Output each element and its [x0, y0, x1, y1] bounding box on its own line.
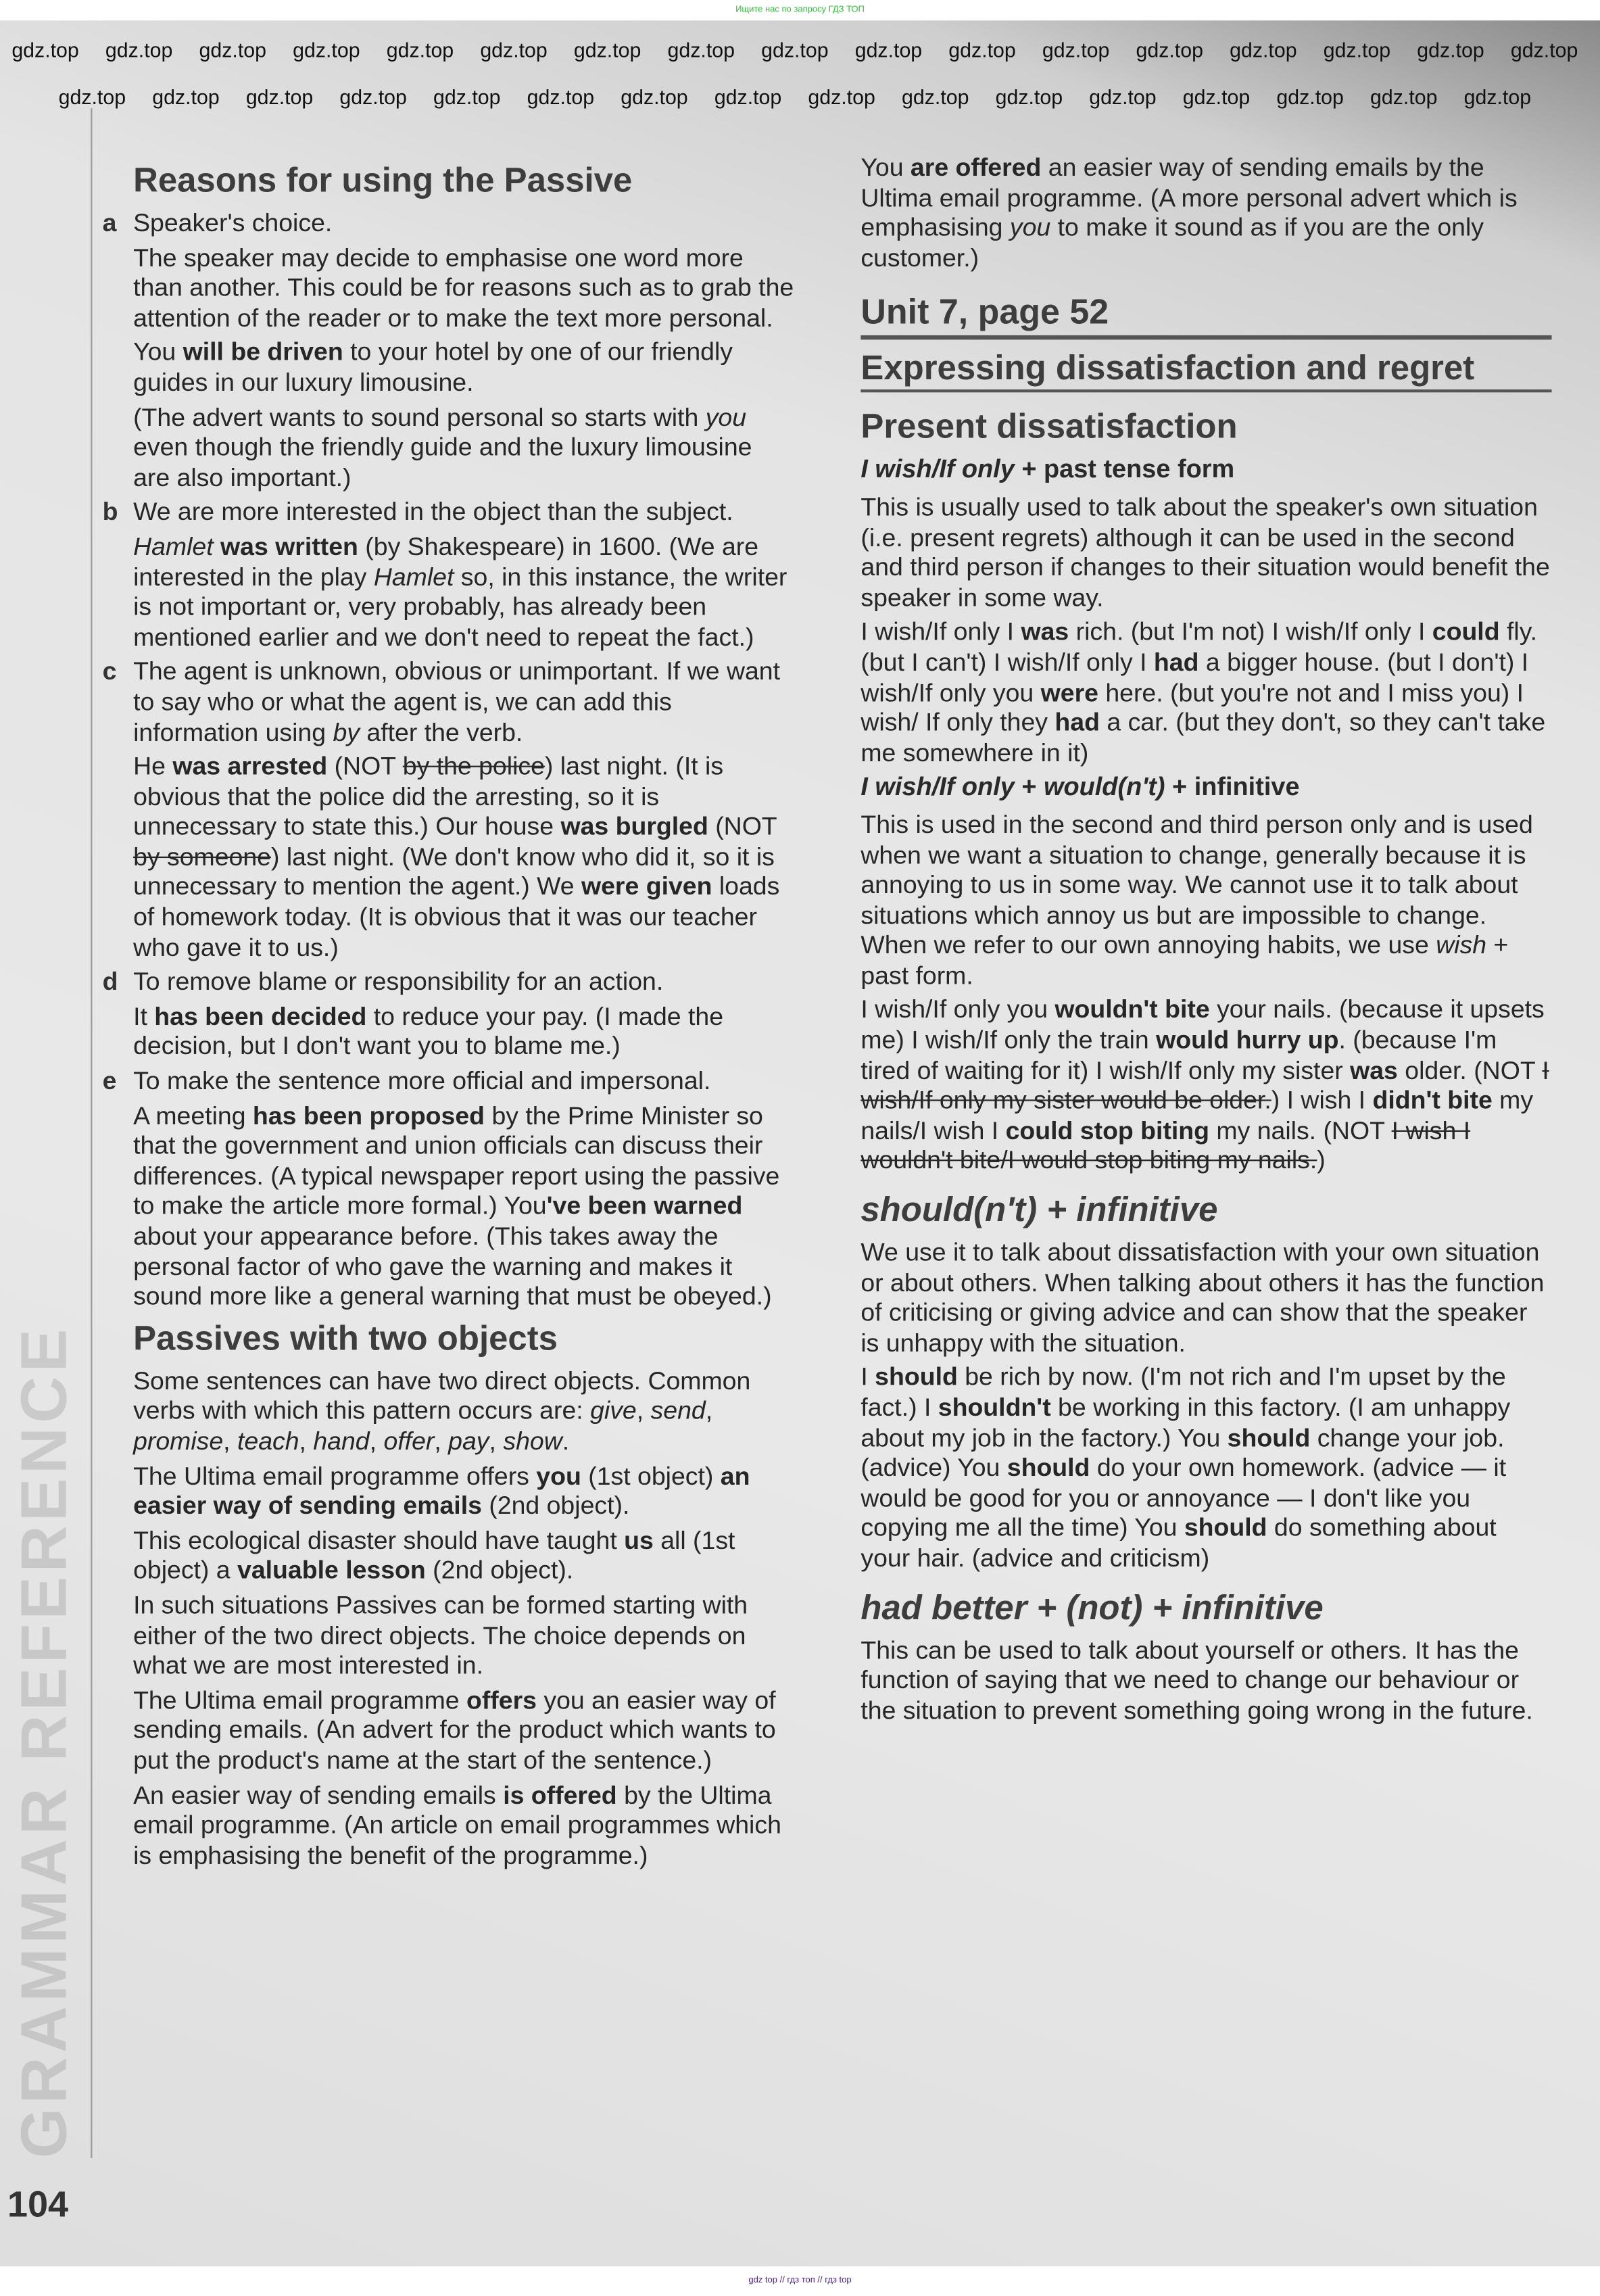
emphasis-text: was	[1021, 617, 1069, 646]
text-run: do your own homework. (advice — it would be good for you or annoyance — I don't like you copying me all the time) You	[860, 1452, 1507, 1543]
text-run: .	[562, 1426, 570, 1456]
paragraph	[102, 656, 795, 747]
text-run: your nails. (because it upsets me) I wish/If only the train	[860, 995, 1545, 1055]
paragraph	[133, 1779, 795, 1870]
emphasis-text: you	[1009, 212, 1051, 242]
emphasis-text: would(n't)	[1044, 771, 1165, 802]
watermark: gdz.top	[11, 38, 79, 62]
watermark: gdz.top	[339, 85, 407, 109]
text-run: An easier way of sending emails	[133, 1779, 504, 1809]
text-run: I wish/If only I	[860, 617, 1021, 646]
emphasis-text: was	[1350, 1055, 1398, 1084]
paragraph	[860, 809, 1551, 990]
emphasis-text: should	[875, 1362, 958, 1392]
watermark: gdz.top	[1136, 38, 1203, 62]
section-heading	[860, 408, 1551, 446]
emphasis-text: I wish/If only	[860, 771, 1015, 802]
text-run: + past tense form	[1014, 454, 1235, 484]
paragraph	[133, 531, 795, 652]
watermark: gdz.top	[902, 85, 969, 109]
text-run: The agent is unknown, obvious or unimportant. If we want to say who or what the agent is, we can add this information using	[133, 656, 781, 746]
left-column	[102, 153, 795, 1874]
emphasis-text: had	[1054, 707, 1100, 737]
text-run: even though the friendly guide and the luxury limousine are also important.)	[133, 432, 752, 492]
text-run: by the Prime Minister so that the government and union officials can discuss their differences. (A typical newspaper report using the passive to make the article more formal.) You	[133, 1100, 780, 1220]
emphasis-text: will be driven	[183, 337, 343, 367]
watermark: gdz.top	[667, 38, 735, 62]
watermark: gdz.top	[1089, 85, 1157, 109]
struck-text: by the police	[402, 751, 545, 781]
watermark: gdz.top	[245, 85, 314, 109]
right-column	[860, 152, 1551, 1729]
text-run: Speaker's choice.	[133, 208, 333, 237]
side-section-label: GRAMMAR REFERENCE	[8, 1324, 81, 2159]
watermark: gdz.top	[1370, 85, 1438, 109]
watermark: gdz.top	[1463, 85, 1532, 109]
emphasis-text: was written	[220, 531, 358, 561]
emphasis-text: teach	[237, 1426, 299, 1456]
text-run: ,	[489, 1426, 504, 1456]
text-run: so, in this instance, the writer is not important or, very probably, has already been mentioned earlier and we don't need to repeat the fact.)	[133, 561, 787, 652]
text-run: This is usually used to talk about the speaker's own situation (i.e. present regrets) although it can be used in the second and third person if changes to their situation would benefit the speaker in some way.	[860, 492, 1550, 612]
watermark: gdz.top	[995, 85, 1063, 109]
text-run: be working in this factory. (I am unhappy about my job in the factory.) You	[860, 1392, 1511, 1452]
emphasis-text: should	[1007, 1452, 1090, 1482]
section-heading	[860, 293, 1551, 340]
section-heading	[860, 349, 1551, 393]
section-heading	[860, 1191, 1551, 1230]
watermark: gdz.top	[948, 38, 1016, 62]
emphasis-text: could	[1432, 617, 1500, 646]
watermark: gdz.top	[714, 85, 782, 109]
text-run: (2nd object).	[425, 1555, 574, 1585]
watermark: gdz.top	[152, 85, 220, 109]
watermark: gdz.top	[293, 38, 360, 62]
paragraph	[133, 402, 795, 493]
text-run: ,	[434, 1426, 449, 1456]
watermark: gdz.top	[527, 85, 595, 109]
text-run: (1st object)	[581, 1460, 721, 1490]
paragraph	[133, 1001, 795, 1061]
emphasis-text: shouldn't	[938, 1392, 1051, 1422]
text-run: ) last night. (We don't know who did it, so it is unnecessary to mention the agent.) We	[133, 841, 775, 901]
emphasis-text: are offered	[910, 152, 1042, 182]
text-run: The speaker may decide to emphasise one word more than another. This could be for reasons such as to grab the attention of the reader or to make the text more personal.	[133, 242, 794, 333]
emphasis-text: an easier way of sending emails	[133, 1460, 750, 1521]
emphasis-text: valuable lesson	[237, 1555, 426, 1585]
emphasis-text: has been proposed	[252, 1100, 485, 1130]
text-run: (The advert wants to sound personal so starts with	[133, 402, 706, 431]
text-run: I	[860, 1362, 875, 1392]
emphasis-text: wish	[1436, 930, 1487, 960]
paragraph	[860, 492, 1551, 613]
watermark: gdz.top	[854, 38, 923, 62]
watermark: gdz.top	[480, 38, 548, 62]
text-run: (NOT	[327, 751, 403, 781]
paragraph	[133, 1590, 795, 1681]
paragraph	[133, 1525, 795, 1585]
text-run: loads of homework today. (It is obvious that it was our teacher who gave it to us.)	[133, 871, 780, 962]
text-run: rich. (but I'm not) I wish/If only I	[1069, 617, 1432, 646]
paragraph	[860, 995, 1551, 1176]
emphasis-text: should	[1184, 1512, 1267, 1543]
paragraph	[102, 496, 795, 527]
emphasis-text: offers	[466, 1684, 537, 1715]
paragraph	[860, 617, 1551, 767]
text-run: had better + (not) + infinitive	[860, 1587, 1324, 1627]
watermark: gdz.top	[621, 85, 688, 109]
watermark: gdz.top	[58, 85, 126, 109]
emphasis-text: has been decided	[154, 1001, 367, 1031]
watermark: gdz.top	[1276, 85, 1344, 109]
top-banner[interactable]: Ищите нас по запросу ГДЗ ТОП	[0, 0, 1600, 20]
emphasis-text: 've been warned	[546, 1191, 743, 1220]
text-run: do something about your hair. (advice and criticism)	[860, 1512, 1497, 1573]
text-run: This ecological disaster should have taught	[133, 1525, 625, 1555]
text-run: ,	[223, 1426, 237, 1456]
text-run: You	[133, 337, 183, 367]
emphasis-text: you	[705, 402, 747, 431]
text-run: It	[133, 1001, 155, 1031]
emphasis-text: had	[1153, 647, 1199, 677]
paragraph	[133, 337, 795, 398]
text-run: be rich by now. (I'm not rich and I'm upset by the fact.) I	[860, 1362, 1506, 1422]
paragraph	[133, 1460, 795, 1521]
text-run: about your appearance before. (This takes away the personal factor of who gave the warning and makes it sound more like a general warning that must be obeyed.)	[133, 1221, 772, 1311]
emphasis-text: by	[333, 717, 360, 746]
text-run: We use it to talk about dissatisfaction with your own situation or about others. When talking about others it has the function of criticising or giving advice and can show that the speaker is unhappy with the situation.	[860, 1237, 1545, 1358]
text-run: I wish/If only you	[860, 995, 1055, 1024]
emphasis-text: didn't bite	[1372, 1085, 1493, 1115]
emphasis-text: was arrested	[172, 751, 328, 781]
text-run: my nails. (NOT	[1209, 1115, 1392, 1145]
emphasis-text: hand	[313, 1426, 370, 1456]
emphasis-text: pay	[448, 1426, 489, 1456]
text-run: . (because I'm tired of waiting for it) I wish/If only my sister	[860, 1025, 1497, 1084]
text-run: an easier way of sending emails by the Ultima email programme. (A more personal advert which is emphasising	[860, 152, 1518, 242]
emphasis-text: offer	[383, 1426, 435, 1456]
emphasis-text: were given	[581, 871, 712, 901]
text-run: ,	[369, 1426, 384, 1456]
text-run: Reasons for using the Passive	[133, 161, 633, 199]
struck-text: I wish I wouldn't bite/I would stop biting my nails.	[860, 1115, 1471, 1175]
text-run: Unit 7, page 52	[860, 293, 1109, 333]
emphasis-text: wouldn't bite	[1054, 995, 1210, 1024]
watermark: gdz.top	[386, 38, 454, 62]
emphasis-text: give	[590, 1395, 637, 1425]
emphasis-text: Hamlet	[373, 561, 454, 591]
section-heading	[860, 1588, 1551, 1627]
item-label: d	[102, 966, 118, 997]
item-label: a	[102, 208, 117, 237]
emphasis-text: I wish/If only	[860, 454, 1015, 484]
section-heading	[133, 1319, 795, 1357]
watermark: gdz.top	[1323, 38, 1391, 62]
text-run: should(n't) + infinitive	[860, 1190, 1218, 1229]
watermark: gdz.top	[1042, 38, 1110, 62]
text-run: to reduce your pay. (I made the decision, but I don't want you to blame me.)	[133, 1001, 724, 1061]
emphasis-text: were	[1040, 677, 1098, 707]
text-run: To remove blame or responsibility for an action.	[133, 966, 664, 997]
item-label: c	[102, 656, 117, 686]
text-run: Some sentences can have two direct objects. Common verbs with which this pattern occurs are:	[133, 1366, 751, 1425]
paragraph	[133, 1366, 795, 1456]
paragraph	[133, 751, 795, 962]
text-run: you an easier way of sending emails. (An advert for the product which wants to put the product's name at the start of the sentence.)	[133, 1684, 776, 1775]
item-label: e	[102, 1066, 117, 1095]
paragraph	[133, 243, 795, 333]
text-run: Passives with two objects	[133, 1318, 558, 1358]
text-run: to make it sound as if you are the only customer.)	[860, 212, 1484, 272]
emphasis-text: us	[624, 1525, 654, 1555]
text-run: The Ultima email programme offers	[133, 1460, 537, 1490]
text-run: older. (NOT	[1397, 1055, 1543, 1084]
watermark: gdz.top	[1510, 38, 1578, 62]
text-run: + past form.	[860, 930, 1509, 990]
text-run: (2nd object).	[481, 1490, 630, 1521]
text-run: We are more interested in the object than the subject.	[133, 496, 733, 527]
text-run	[214, 531, 220, 560]
text-run: a bigger house. (but I don't) I wish/If only you	[860, 647, 1529, 707]
paragraph	[860, 1362, 1551, 1573]
watermark: gdz.top	[433, 85, 501, 109]
text-run: ,	[636, 1395, 651, 1425]
page-number: 104	[7, 2184, 69, 2226]
left-margin-rule	[91, 108, 92, 2158]
text-run: )	[1317, 1145, 1326, 1175]
emphasis-text: Hamlet	[133, 531, 214, 561]
watermark: gdz.top	[573, 38, 641, 62]
watermark: gdz.top	[199, 38, 267, 62]
text-run: Expressing dissatisfaction and regret	[860, 349, 1475, 387]
watermark: gdz.top	[761, 38, 829, 62]
bottom-banner[interactable]: gdz top // гдз топ // гдз top	[0, 2266, 1600, 2295]
section-heading	[860, 772, 1551, 803]
text-run: To make the sentence more official and impersonal.	[133, 1066, 711, 1095]
text-run: fly. (but I can't) I wish/If only I	[860, 617, 1538, 677]
emphasis-text: was burgled	[560, 811, 708, 841]
text-run: by the Ultima email programme. (An article on email programmes which is emphasising the benefit of the programme.)	[133, 1779, 781, 1869]
emphasis-text: is offered	[503, 1779, 617, 1809]
text-run: a car. (but they don't, so they can't take me somewhere in it)	[860, 707, 1546, 767]
paragraph	[102, 208, 795, 239]
struck-text: by someone	[133, 841, 271, 871]
emphasis-text: send	[650, 1395, 706, 1425]
text-run: ,	[299, 1426, 314, 1456]
text-run: (by Shakespeare) in 1600. (We are interested in the play	[133, 531, 759, 591]
text-run: The Ultima email programme	[133, 1684, 466, 1715]
paragraph	[133, 1101, 795, 1312]
section-heading	[133, 161, 795, 199]
text-run: This is used in the second and third person only and is used when we want a situation to change, generally because it is annoying to us in some way. We cannot use it to talk about situations which annoy us but are impossible to change. When we refer to our own annoying habits, we use	[860, 809, 1533, 960]
paragraph	[860, 152, 1551, 272]
text-run: to your hotel by one of our friendly guides in our luxury limousine.	[133, 337, 733, 397]
watermark: gdz.top	[1230, 38, 1297, 62]
paragraph	[102, 1066, 795, 1097]
text-run: ,	[705, 1395, 713, 1425]
text-run: (NOT	[708, 811, 777, 841]
text-run: here. (but you're not and I miss you) I wish/ If only they	[860, 677, 1524, 737]
emphasis-text: should	[1227, 1422, 1311, 1452]
text-run: +	[1014, 771, 1044, 802]
text-run: my nails/I wish I	[860, 1085, 1534, 1145]
emphasis-text: would hurry up	[1156, 1025, 1339, 1055]
emphasis-text: you	[536, 1460, 581, 1490]
watermark: gdz.top	[808, 85, 875, 109]
emphasis-text: show	[503, 1426, 562, 1456]
text-run: change your job. (advice) You	[860, 1422, 1505, 1482]
text-run: after the verb.	[360, 717, 523, 746]
emphasis-text: could stop biting	[1005, 1115, 1210, 1145]
paragraph	[102, 966, 795, 997]
paragraph	[860, 1635, 1551, 1725]
watermark: gdz.top	[1417, 38, 1484, 62]
watermark: gdz.top	[1182, 85, 1251, 109]
text-run: A meeting	[133, 1100, 253, 1130]
struck-text: I wish/If only my sister would be older.	[860, 1055, 1549, 1115]
text-run: Present dissatisfaction	[860, 407, 1238, 446]
section-heading	[860, 454, 1551, 485]
watermark: gdz.top	[105, 38, 173, 62]
paragraph	[133, 1685, 795, 1775]
paragraph	[860, 1237, 1551, 1358]
text-run: This can be used to talk about yourself or others. It has the function of saying that we need to change our behaviour or the situation to prevent something going wrong in the future.	[860, 1635, 1533, 1725]
emphasis-text: promise	[133, 1426, 224, 1456]
text-run: + infinitive	[1165, 771, 1300, 802]
text-run: He	[133, 751, 173, 781]
item-label: b	[102, 496, 118, 527]
text-run: ) last night. (It is obvious that the police did the arresting, so it is unnecessary to state this.) Our house	[133, 751, 724, 841]
text-run: ) I wish I	[1271, 1085, 1373, 1115]
text-run: In such situations Passives can be formed starting with either of the two direct objects. The choice depends on what we are most interested in.	[133, 1589, 748, 1680]
text-run: You	[860, 152, 911, 182]
text-run: all (1st object) a	[133, 1525, 735, 1585]
